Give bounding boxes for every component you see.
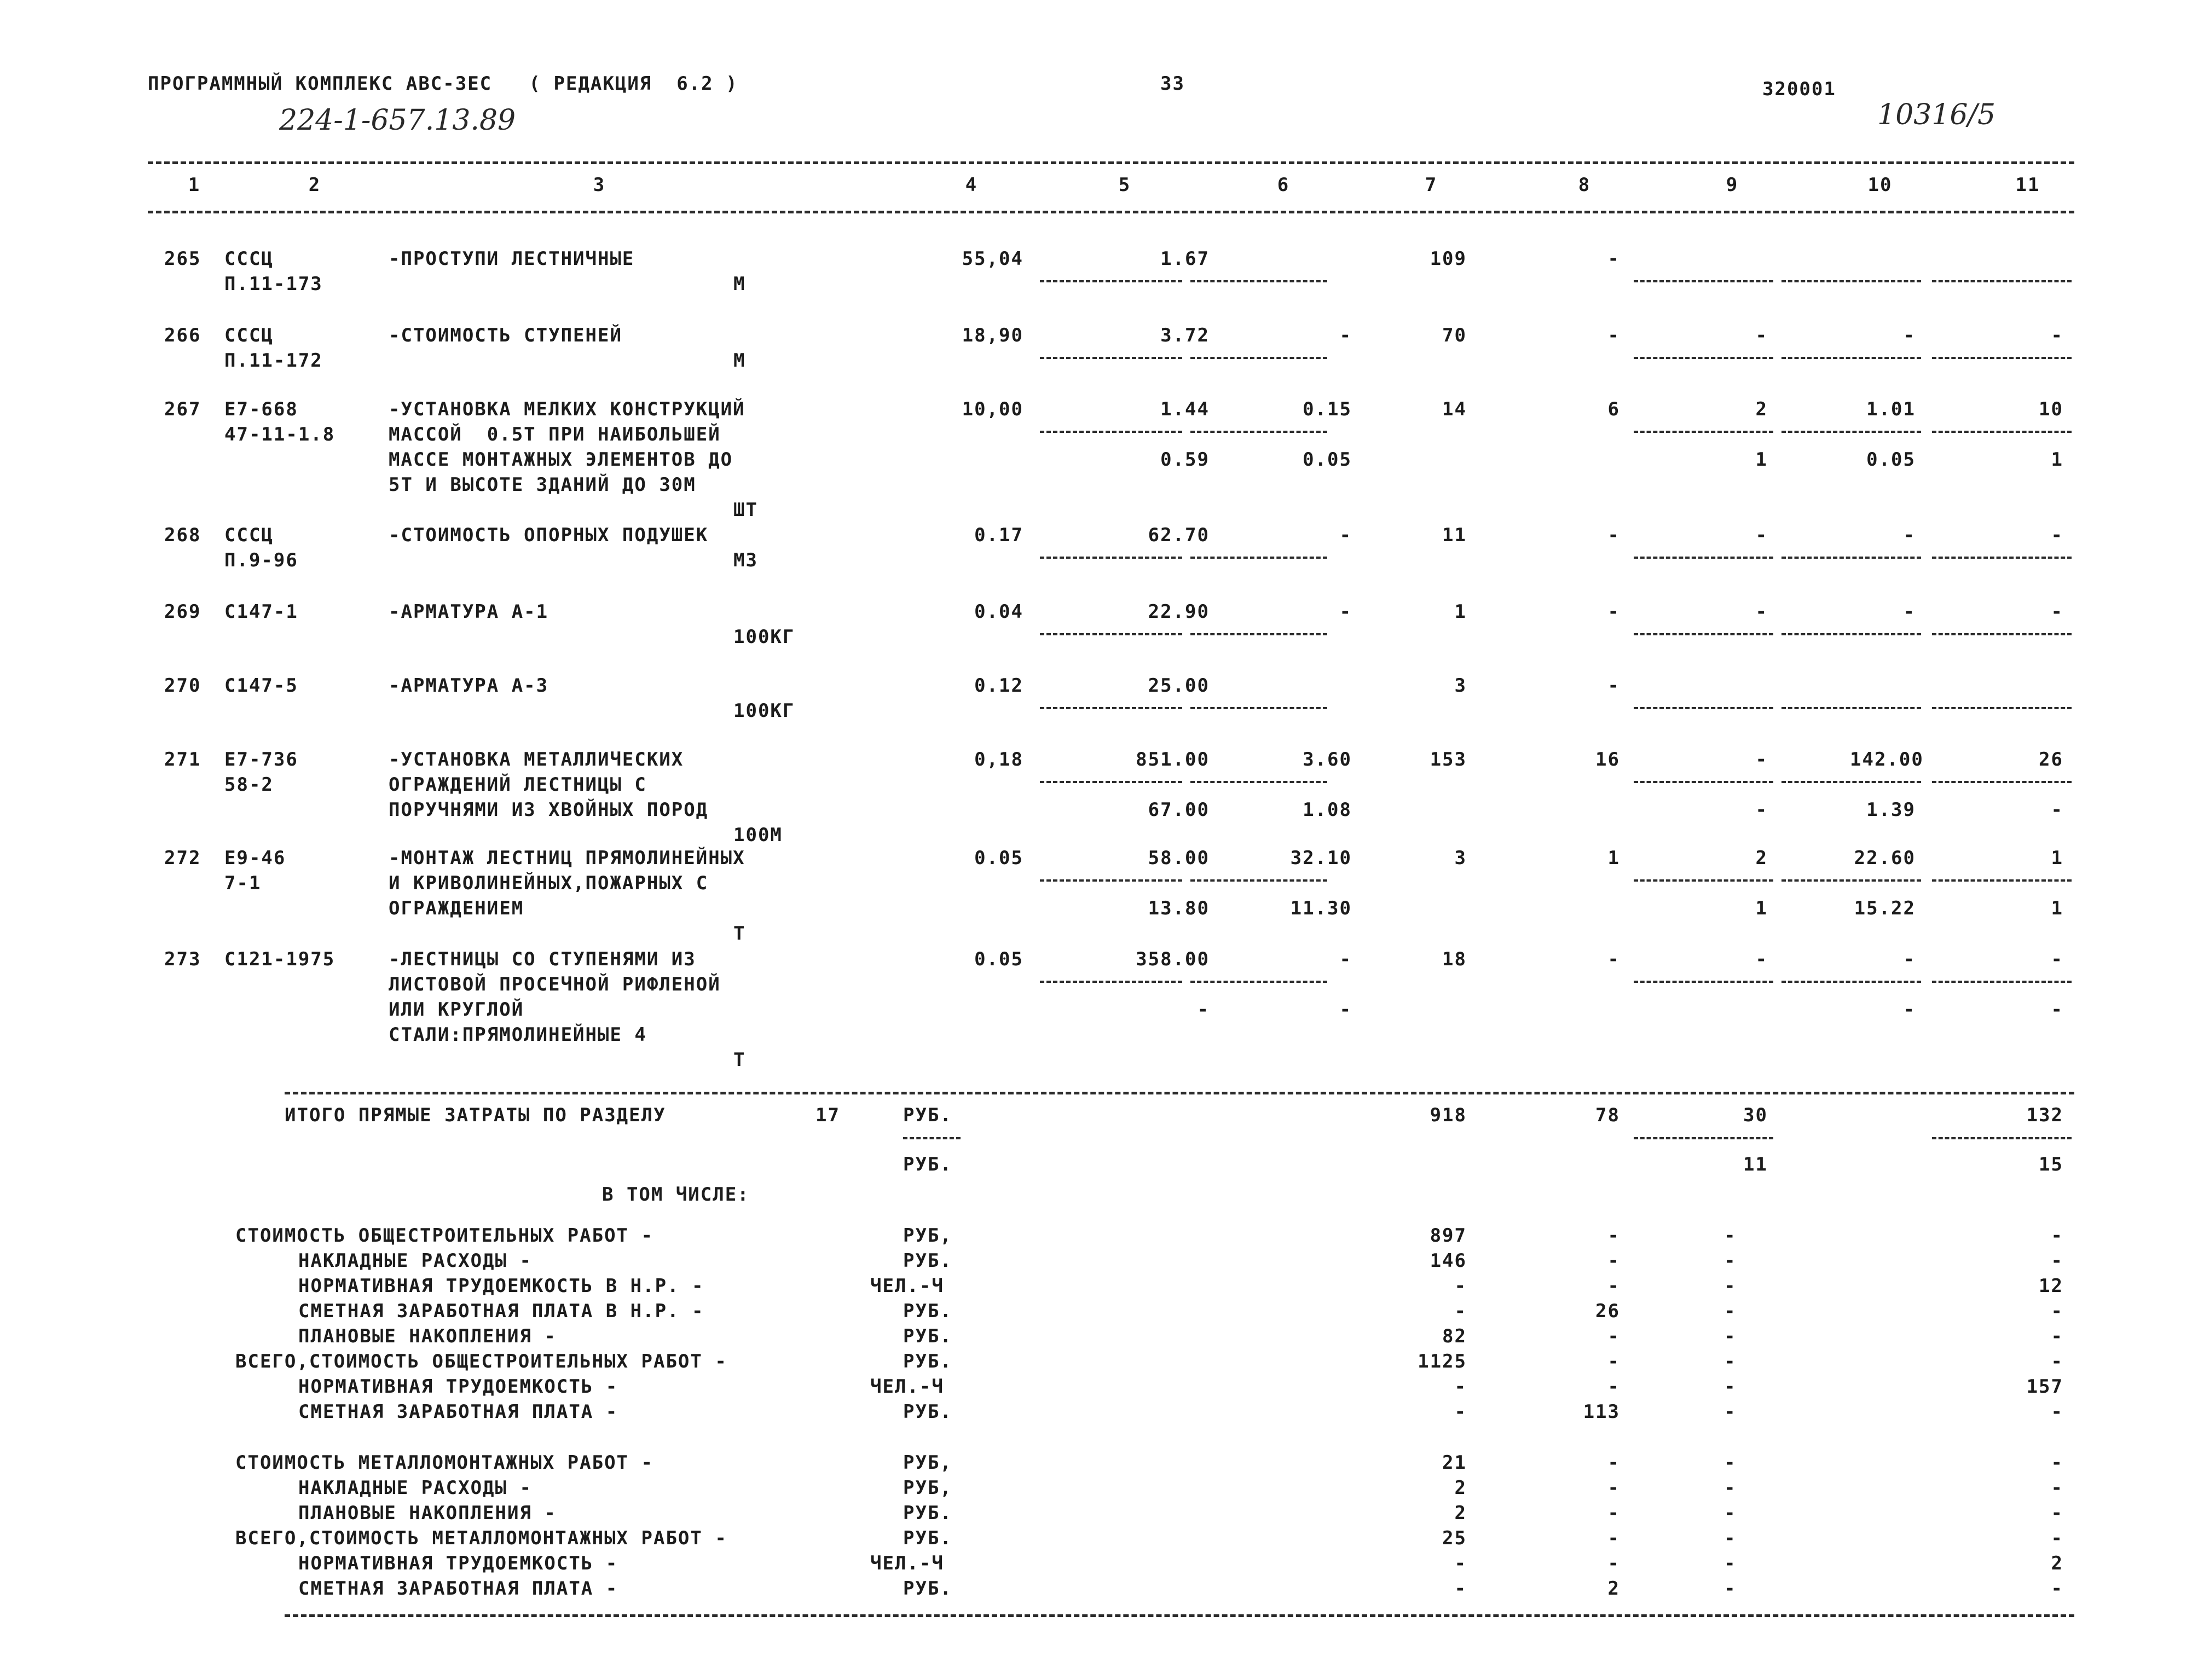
row-description: -СТОИМОСТЬ ОПОРНЫХ ПОДУШЕК: [389, 524, 709, 546]
summary-col8: -: [1607, 1527, 1620, 1549]
summary-col7: 82: [1442, 1325, 1467, 1347]
summary-col9: -: [1724, 1250, 1737, 1272]
row-sub-rule: [1932, 280, 2072, 282]
summary-col9: -: [1724, 1502, 1737, 1524]
row-quantity: 18,90: [962, 325, 1023, 346]
summary-col7: 2: [1454, 1502, 1467, 1524]
summary-col7: -: [1454, 1401, 1467, 1423]
row-c9b: 1: [1755, 449, 1768, 471]
row-c9: 2: [1755, 847, 1768, 869]
summary-col9: -: [1724, 1325, 1737, 1347]
row-c6: -: [1339, 948, 1352, 970]
row-c5: 358.00: [1136, 948, 1210, 970]
row-unit: Т: [733, 923, 746, 945]
summary-col8: -: [1607, 1225, 1620, 1247]
summary-col7: 146: [1430, 1250, 1467, 1272]
row-c7: 14: [1442, 398, 1467, 420]
summary-col11: -: [2051, 1300, 2063, 1322]
row-c9: -: [1755, 325, 1768, 346]
row-number: 266: [164, 325, 201, 346]
row-description: -ПРОСТУПИ ЛЕСТНИЧНЫЕ: [389, 248, 635, 270]
summary-unit: РУБ,: [903, 1477, 952, 1499]
total-col9: 30: [1743, 1104, 1768, 1126]
summary-col8: 26: [1595, 1300, 1620, 1322]
total-unit-2: РУБ.: [903, 1154, 952, 1175]
summary-unit: РУБ,: [903, 1452, 952, 1474]
summary-col11: -: [2051, 1452, 2063, 1474]
row-c11: -: [2051, 948, 2063, 970]
summary-label: НОРМАТИВНАЯ ТРУДОЕМКОСТЬ В Н.Р. -: [298, 1275, 704, 1297]
row-sub-rule: [1932, 357, 2072, 359]
row-c8: -: [1607, 675, 1620, 697]
handwritten-ref: 10316/5: [1877, 99, 1996, 131]
summary-col9: -: [1724, 1401, 1737, 1423]
row-sub-rule: [1040, 431, 1182, 433]
summary-col8: -: [1607, 1452, 1620, 1474]
column-header-6: 6: [1277, 174, 1290, 196]
summary-label: НОРМАТИВНАЯ ТРУДОЕМКОСТЬ -: [298, 1376, 618, 1398]
total-top-rule: [285, 1092, 2074, 1094]
summary-col7: -: [1454, 1578, 1467, 1600]
row-c11: 26: [2039, 749, 2063, 771]
summary-col9: -: [1724, 1225, 1737, 1247]
row-c7: 3: [1454, 847, 1467, 869]
row-sub-rule: [1932, 781, 2072, 783]
summary-col11: -: [2051, 1351, 2063, 1372]
row-c6: -: [1339, 325, 1352, 346]
row-description: МАССЕ МОНТАЖНЫХ ЭЛЕМЕНТОВ ДО: [389, 449, 733, 471]
row-sub-rule: [1040, 633, 1182, 635]
summary-unit: РУБ,: [903, 1225, 952, 1247]
summary-col7: 897: [1430, 1225, 1467, 1247]
summary-col9: -: [1724, 1376, 1737, 1398]
summary-label: НОРМАТИВНАЯ ТРУДОЕМКОСТЬ -: [298, 1552, 618, 1574]
row-quantity: 0.04: [974, 601, 1023, 623]
row-sub-rule: [1634, 879, 1773, 882]
column-header-7: 7: [1425, 174, 1438, 196]
row-c10: -: [1903, 948, 1916, 970]
row-description: -УСТАНОВКА МЕТАЛЛИЧЕСКИХ: [389, 749, 684, 771]
row-sub-rule: [1781, 431, 1921, 433]
bottom-rule: [285, 1614, 2074, 1617]
total-unit-1: РУБ.: [903, 1104, 952, 1126]
row-c8: 1: [1607, 847, 1620, 869]
row-unit: М: [733, 350, 746, 372]
row-c8: -: [1607, 248, 1620, 270]
row-c5: 62.70: [1148, 524, 1210, 546]
summary-col7: -: [1454, 1376, 1467, 1398]
row-number: 269: [164, 601, 201, 623]
summary-label: ПЛАНОВЫЕ НАКОПЛЕНИЯ -: [298, 1325, 557, 1347]
row-unit: М3: [733, 549, 758, 571]
row-c7: 109: [1430, 248, 1467, 270]
row-c10: 1.01: [1866, 398, 1916, 420]
summary-unit: ЧЕЛ.-Ч: [870, 1376, 944, 1398]
row-c5b: 67.00: [1148, 799, 1210, 821]
summary-unit: РУБ.: [903, 1325, 952, 1347]
row-sub-rule: [1634, 357, 1773, 359]
total-col8: 78: [1595, 1104, 1620, 1126]
row-sub-rule: [1040, 280, 1182, 282]
row-c11: 1: [2051, 847, 2063, 869]
row-c9: -: [1755, 749, 1768, 771]
row-sub-rule: [1634, 781, 1773, 783]
total-section: 17: [815, 1104, 840, 1126]
summary-col11: 12: [2039, 1275, 2063, 1297]
row-sub-rule: [1781, 879, 1921, 882]
column-header-11: 11: [2015, 174, 2040, 196]
total-col7: 918: [1430, 1104, 1467, 1126]
header-bottom-rule: [148, 211, 2074, 213]
row-unit: 100КГ: [733, 700, 795, 722]
row-quantity: 10,00: [962, 398, 1023, 420]
summary-col11: 2: [2051, 1552, 2063, 1574]
row-unit: Т: [733, 1049, 746, 1071]
summary-label: СТОИМОСТЬ ОБЩЕСТРОИТЕЛЬНЫХ РАБОТ -: [235, 1225, 653, 1247]
column-header-2: 2: [308, 174, 321, 196]
summary-col11: -: [2051, 1225, 2063, 1247]
row-code: С147-1: [224, 601, 298, 623]
summary-col8: -: [1607, 1552, 1620, 1574]
row-sub-rule: [1190, 431, 1327, 433]
row-c5: 1.44: [1160, 398, 1210, 420]
total-label: ИТОГО ПРЯМЫЕ ЗАТРАТЫ ПО РАЗДЕЛУ: [285, 1104, 666, 1126]
row-c8: 16: [1595, 749, 1620, 771]
row-sub-rule: [1634, 557, 1773, 559]
row-number: 265: [164, 248, 201, 270]
row-c8: -: [1607, 601, 1620, 623]
row-c11b: -: [2051, 799, 2063, 821]
row-description: ИЛИ КРУГЛОЙ: [389, 999, 524, 1021]
row-code-sub: П.11-173: [224, 273, 323, 295]
row-sub-rule: [1040, 981, 1182, 983]
row-c10b: 15.22: [1854, 897, 1916, 919]
row-sub-rule: [1040, 357, 1182, 359]
row-sub-rule: [1932, 431, 2072, 433]
row-sub-rule: [1634, 981, 1773, 983]
row-code-sub: 47-11-1.8: [224, 424, 336, 445]
row-code: Е7-736: [224, 749, 298, 771]
row-number: 271: [164, 749, 201, 771]
row-c9: -: [1755, 601, 1768, 623]
row-c5: 1.67: [1160, 248, 1210, 270]
summary-unit: РУБ.: [903, 1250, 952, 1272]
summary-col7: -: [1454, 1552, 1467, 1574]
row-c6: -: [1339, 524, 1352, 546]
summary-unit: РУБ.: [903, 1578, 952, 1600]
row-c11: -: [2051, 601, 2063, 623]
row-c5: 22.90: [1148, 601, 1210, 623]
row-c6b: 0.05: [1303, 449, 1352, 471]
row-c8: -: [1607, 948, 1620, 970]
row-number: 272: [164, 847, 201, 869]
column-header-4: 4: [965, 174, 978, 196]
row-description: -АРМАТУРА А-3: [389, 675, 549, 697]
row-c5b: 0.59: [1160, 449, 1210, 471]
row-sub-rule: [1634, 280, 1773, 282]
row-c9: -: [1755, 948, 1768, 970]
column-header-10: 10: [1867, 174, 1893, 196]
summary-col9: -: [1724, 1477, 1737, 1499]
total-col9-b: 11: [1743, 1154, 1768, 1175]
summary-col8: -: [1607, 1477, 1620, 1499]
row-quantity: 0.17: [974, 524, 1023, 546]
summary-col11: -: [2051, 1325, 2063, 1347]
summary-col11: 157: [2026, 1376, 2063, 1398]
summary-label: ПЛАНОВЫЕ НАКОПЛЕНИЯ -: [298, 1502, 557, 1524]
row-sub-rule: [1634, 431, 1773, 433]
row-sub-rule: [1932, 981, 2072, 983]
row-sub-rule: [1932, 557, 2072, 559]
row-c10: -: [1903, 601, 1916, 623]
total-col11-b: 15: [2039, 1154, 2063, 1175]
summary-col11: -: [2051, 1578, 2063, 1600]
row-code: СССЦ: [224, 325, 274, 346]
row-c5: 58.00: [1148, 847, 1210, 869]
including-label: В ТОМ ЧИСЛЕ:: [602, 1184, 750, 1206]
row-code-sub: П.11-172: [224, 350, 323, 372]
row-sub-rule: [1781, 357, 1921, 359]
row-c6b: 11.30: [1290, 897, 1352, 919]
row-c7: 70: [1442, 325, 1467, 346]
row-sub-rule: [1781, 557, 1921, 559]
summary-label: НАКЛАДНЫЕ РАСХОДЫ -: [298, 1250, 532, 1272]
summary-unit: РУБ.: [903, 1502, 952, 1524]
row-unit: ШТ: [733, 499, 758, 521]
row-c9: -: [1755, 524, 1768, 546]
row-sub-rule: [1781, 981, 1921, 983]
row-c6: -: [1339, 601, 1352, 623]
summary-col8: 2: [1607, 1578, 1620, 1600]
row-number: 267: [164, 398, 201, 420]
row-c10b: 1.39: [1866, 799, 1916, 821]
row-description: 5Т И ВЫСОТЕ ЗДАНИЙ ДО 30М: [389, 474, 696, 496]
row-c11: -: [2051, 325, 2063, 346]
row-sub-rule: [1040, 781, 1182, 783]
row-unit: 100КГ: [733, 626, 795, 648]
summary-label: ВСЕГО,СТОИМОСТЬ ОБЩЕСТРОИТЕЛЬНЫХ РАБОТ -: [235, 1351, 727, 1372]
summary-label: СТОИМОСТЬ МЕТАЛЛОМОНТАЖНЫХ РАБОТ -: [235, 1452, 653, 1474]
row-c7: 153: [1430, 749, 1467, 771]
header-program: ПРОГРАММНЫЙ КОМПЛЕКС АВС-ЗЕС ( РЕДАКЦИЯ 6.2 ): [148, 73, 738, 95]
total-unit-rule: [903, 1137, 961, 1139]
summary-unit: РУБ.: [903, 1527, 952, 1549]
row-c6b: -: [1339, 999, 1352, 1021]
row-quantity: 0.05: [974, 948, 1023, 970]
row-c8: -: [1607, 325, 1620, 346]
row-code-sub: 58-2: [224, 774, 274, 796]
summary-label: НАКЛАДНЫЕ РАСХОДЫ -: [298, 1477, 532, 1499]
row-c8: -: [1607, 524, 1620, 546]
summary-col8: 113: [1583, 1401, 1620, 1423]
row-c11b: 1: [2051, 897, 2063, 919]
column-header-9: 9: [1726, 174, 1739, 196]
summary-col7: 2: [1454, 1477, 1467, 1499]
summary-col11: -: [2051, 1401, 2063, 1423]
summary-col11: -: [2051, 1527, 2063, 1549]
summary-unit: РУБ.: [903, 1300, 952, 1322]
row-code-sub: П.9-96: [224, 549, 298, 571]
row-c6: 0.15: [1303, 398, 1352, 420]
row-c7: 18: [1442, 948, 1467, 970]
row-c11: 10: [2039, 398, 2063, 420]
row-c6: 32.10: [1290, 847, 1352, 869]
summary-col8: -: [1607, 1502, 1620, 1524]
row-sub-rule: [1932, 633, 2072, 635]
row-number: 268: [164, 524, 201, 546]
summary-col7: 1125: [1418, 1351, 1467, 1372]
row-c9b: -: [1755, 799, 1768, 821]
row-description: -СТОИМОСТЬ СТУПЕНЕЙ: [389, 325, 622, 346]
row-c9: 2: [1755, 398, 1768, 420]
row-sub-rule: [1634, 633, 1773, 635]
summary-col8: -: [1607, 1325, 1620, 1347]
row-sub-rule: [1190, 707, 1327, 709]
total-col11-rule: [1932, 1137, 2072, 1139]
column-header-1: 1: [188, 174, 201, 196]
page-number: 33: [1160, 73, 1185, 95]
row-code: С121-1975: [224, 948, 336, 970]
row-c6: 3.60: [1303, 749, 1352, 771]
row-c10b: 0.05: [1866, 449, 1916, 471]
summary-unit: ЧЕЛ.-Ч: [870, 1552, 944, 1574]
row-code: С147-5: [224, 675, 298, 697]
row-c7: 11: [1442, 524, 1467, 546]
row-sub-rule: [1190, 781, 1327, 783]
row-c7: 3: [1454, 675, 1467, 697]
row-sub-rule: [1781, 280, 1921, 282]
summary-label: СМЕТНАЯ ЗАРАБОТНАЯ ПЛАТА -: [298, 1401, 618, 1423]
row-c7: 1: [1454, 601, 1467, 623]
row-sub-rule: [1190, 280, 1327, 282]
row-code: Е7-668: [224, 398, 298, 420]
row-code-sub: 7-1: [224, 872, 262, 894]
row-quantity: 0.12: [974, 675, 1023, 697]
column-header-3: 3: [593, 174, 606, 196]
row-sub-rule: [1040, 707, 1182, 709]
row-quantity: 0,18: [974, 749, 1023, 771]
summary-col9: -: [1724, 1275, 1737, 1297]
summary-col7: 25: [1442, 1527, 1467, 1549]
summary-col7: -: [1454, 1300, 1467, 1322]
summary-col7: 21: [1442, 1452, 1467, 1474]
row-sub-rule: [1040, 557, 1182, 559]
summary-col8: -: [1607, 1275, 1620, 1297]
summary-col7: -: [1454, 1275, 1467, 1297]
row-description: -ЛЕСТНИЦЫ СО СТУПЕНЯМИ ИЗ: [389, 948, 696, 970]
summary-col8: -: [1607, 1351, 1620, 1372]
summary-col9: -: [1724, 1300, 1737, 1322]
row-c6b: 1.08: [1303, 799, 1352, 821]
row-sub-rule: [1781, 781, 1921, 783]
row-sub-rule: [1190, 357, 1327, 359]
summary-col9: -: [1724, 1351, 1737, 1372]
summary-unit: РУБ.: [903, 1351, 952, 1372]
row-c10b: -: [1903, 999, 1916, 1021]
summary-col11: -: [2051, 1502, 2063, 1524]
row-sub-rule: [1190, 557, 1327, 559]
row-c5: 25.00: [1148, 675, 1210, 697]
row-sub-rule: [1190, 633, 1327, 635]
row-c5: 3.72: [1160, 325, 1210, 346]
total-col9-rule: [1634, 1137, 1773, 1139]
summary-label: ВСЕГО,СТОИМОСТЬ МЕТАЛЛОМОНТАЖНЫХ РАБОТ -: [235, 1527, 727, 1549]
row-sub-rule: [1932, 707, 2072, 709]
summary-label: СМЕТНАЯ ЗАРАБОТНАЯ ПЛАТА В Н.Р. -: [298, 1300, 704, 1322]
doc-number: 320001: [1762, 78, 1836, 100]
row-description: ПОРУЧНЯМИ ИЗ ХВОЙНЫХ ПОРОД: [389, 799, 709, 821]
row-c11: -: [2051, 524, 2063, 546]
column-header-8: 8: [1578, 174, 1591, 196]
row-c11b: 1: [2051, 449, 2063, 471]
row-unit: 100М: [733, 824, 783, 846]
row-quantity: 55,04: [962, 248, 1023, 270]
row-description: МАССОЙ 0.5Т ПРИ НАИБОЛЬШЕЙ: [389, 424, 721, 445]
row-c5: 851.00: [1136, 749, 1210, 771]
row-sub-rule: [1781, 707, 1921, 709]
row-description: СТАЛИ:ПРЯМОЛИНЕЙНЫЕ 4: [389, 1024, 647, 1046]
row-description: И КРИВОЛИНЕЙНЫХ,ПОЖАРНЫХ С: [389, 872, 709, 894]
row-c8: 6: [1607, 398, 1620, 420]
row-c10: -: [1903, 325, 1916, 346]
row-c5b: -: [1197, 999, 1210, 1021]
row-code: СССЦ: [224, 524, 274, 546]
summary-unit: РУБ.: [903, 1401, 952, 1423]
row-sub-rule: [1781, 633, 1921, 635]
row-number: 270: [164, 675, 201, 697]
column-header-5: 5: [1118, 174, 1131, 196]
row-number: 273: [164, 948, 201, 970]
row-sub-rule: [1040, 879, 1182, 882]
row-c9b: 1: [1755, 897, 1768, 919]
row-code: СССЦ: [224, 248, 274, 270]
row-description: -МОНТАЖ ЛЕСТНИЦ ПРЯМОЛИНЕЙНЫХ: [389, 847, 745, 869]
summary-col9: -: [1724, 1552, 1737, 1574]
total-col11: 132: [2026, 1104, 2063, 1126]
row-c10: 142.00: [1850, 749, 1924, 771]
summary-col11: -: [2051, 1477, 2063, 1499]
row-c10: -: [1903, 524, 1916, 546]
handwritten-code: 224-1-657.13.89: [279, 104, 516, 137]
summary-label: СМЕТНАЯ ЗАРАБОТНАЯ ПЛАТА -: [298, 1578, 618, 1600]
summary-col11: -: [2051, 1250, 2063, 1272]
row-code: Е9-46: [224, 847, 286, 869]
row-sub-rule: [1190, 981, 1327, 983]
row-sub-rule: [1634, 707, 1773, 709]
row-description: -УСТАНОВКА МЕЛКИХ КОНСТРУКЦИЙ: [389, 398, 745, 420]
row-sub-rule: [1190, 879, 1327, 882]
row-description: -АРМАТУРА А-1: [389, 601, 549, 623]
row-description: ОГРАЖДЕНИЙ ЛЕСТНИЦЫ С: [389, 774, 647, 796]
row-unit: М: [733, 273, 746, 295]
row-c10: 22.60: [1854, 847, 1916, 869]
row-sub-rule: [1932, 879, 2072, 882]
row-quantity: 0.05: [974, 847, 1023, 869]
header-top-rule: [148, 161, 2074, 164]
row-description: ЛИСТОВОЙ ПРОСЕЧНОЙ РИФЛЕНОЙ: [389, 974, 721, 995]
summary-col8: -: [1607, 1250, 1620, 1272]
summary-col9: -: [1724, 1527, 1737, 1549]
summary-col8: -: [1607, 1376, 1620, 1398]
row-description: ОГРАЖДЕНИЕМ: [389, 897, 524, 919]
row-c11b: -: [2051, 999, 2063, 1021]
summary-unit: ЧЕЛ.-Ч: [870, 1275, 944, 1297]
summary-col9: -: [1724, 1452, 1737, 1474]
summary-col9: -: [1724, 1578, 1737, 1600]
row-c5b: 13.80: [1148, 897, 1210, 919]
